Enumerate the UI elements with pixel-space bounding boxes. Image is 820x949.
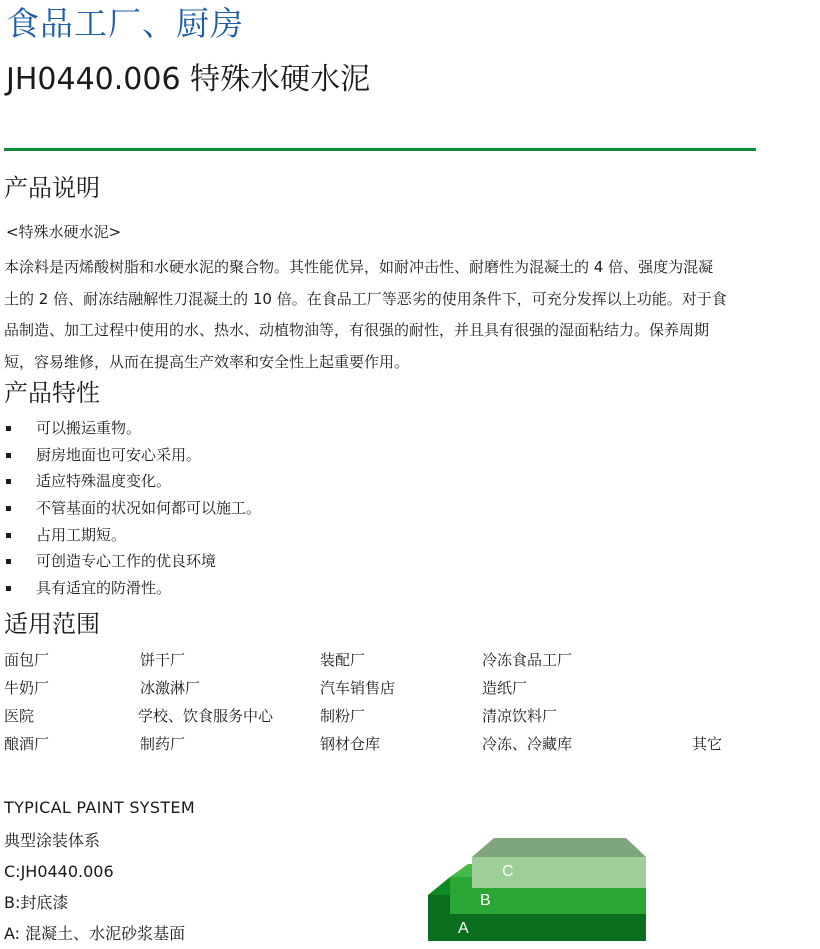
table-cell: 制药厂 xyxy=(140,735,186,753)
table-cell: 冷冻食品工厂 xyxy=(482,651,573,669)
paint-layer-diagram xyxy=(420,832,660,943)
table-cell: 造纸厂 xyxy=(482,679,528,697)
section-heading-features: 产品特性 xyxy=(4,379,100,407)
table-cell: 其它 xyxy=(692,735,723,753)
layer-c-label: C xyxy=(502,863,514,880)
list-item: 具有适宜的防滑性。 xyxy=(4,575,261,602)
table-cell: 钢材仓库 xyxy=(320,735,381,753)
bullet-icon xyxy=(6,426,11,431)
bullet-icon xyxy=(6,506,11,511)
category-title: 食品工厂、厨房 xyxy=(6,4,244,43)
section-heading-applications: 适用范围 xyxy=(4,610,100,638)
layer-b-label: B xyxy=(480,892,491,909)
description-line: 短，容易维修，从而在提高生产效率和安全性上起重要作用。 xyxy=(4,352,410,371)
table-cell: 制粉厂 xyxy=(320,707,366,725)
list-item: 厨房地面也可安心采用。 xyxy=(4,442,261,469)
feature-list xyxy=(4,415,261,602)
product-subtitle: <特殊水硬水泥> xyxy=(6,223,122,241)
description-line: 土的 2 倍、耐冻结融解性刀混凝土的 10 倍。在食品工厂等恶劣的使用条件下，可充分发挥以上功能。对于食 xyxy=(4,289,727,308)
table-cell: 装配厂 xyxy=(320,651,366,669)
table-cell: 冰激淋厂 xyxy=(140,679,201,697)
paint-system-subtitle: 典型涂装体系 xyxy=(4,831,101,850)
table-cell: 冷冻、冷藏库 xyxy=(482,735,573,753)
layer-c-text: C:JH0440.006 xyxy=(4,862,114,881)
table-cell: 牛奶厂 xyxy=(4,679,50,697)
list-item: 占用工期短。 xyxy=(4,522,261,549)
description-line: 本涂料是丙烯酸树脂和水硬水泥的聚合物。其性能优异，如耐冲击性、耐磨性为混凝土的 4 倍、强度为混凝 xyxy=(4,258,714,276)
table-cell: 清凉饮料厂 xyxy=(482,707,558,725)
description-line: 品制造、加工过程中使用的水、热水、动植物油等，有很强的耐性，并且具有很强的湿面粘结力。保养周期 xyxy=(4,321,710,339)
list-item: 可创造专心工作的优良环境 xyxy=(4,548,261,575)
layer-b-text: B:封底漆 xyxy=(4,893,69,912)
layer-c-front xyxy=(472,857,646,888)
layer-c-top xyxy=(472,838,646,857)
product-title: JH0440.006 特殊水硬水泥 xyxy=(6,62,371,97)
table-cell: 面包厂 xyxy=(4,651,50,669)
description-paragraph xyxy=(4,252,818,378)
table-cell: 酿酒厂 xyxy=(4,735,50,753)
bullet-icon xyxy=(6,559,11,564)
list-item: 不管基面的状况如何都可以施工。 xyxy=(4,495,261,522)
table-cell: 医院 xyxy=(4,707,35,725)
table-cell: 汽车销售店 xyxy=(320,679,396,697)
layer-b-band xyxy=(472,888,646,914)
table-cell: 饼干厂 xyxy=(140,651,186,669)
bullet-icon xyxy=(6,453,11,458)
layer-a-label: A xyxy=(458,920,469,937)
bullet-icon xyxy=(6,479,11,484)
layer-b-front xyxy=(450,877,472,914)
section-heading-description: 产品说明 xyxy=(4,174,100,202)
list-item: 适应特殊温度变化。 xyxy=(4,468,261,495)
divider-rule xyxy=(4,148,756,151)
list-item: 可以搬运重物。 xyxy=(4,415,261,442)
bullet-icon xyxy=(6,533,11,538)
bullet-icon xyxy=(6,586,11,591)
table-cell: 学校、饮食服务中心 xyxy=(138,707,274,725)
paint-system-title: TYPICAL PAINT SYSTEM xyxy=(4,798,195,817)
layer-a-text: A: 混凝土、水泥砂浆基面 xyxy=(4,924,186,943)
